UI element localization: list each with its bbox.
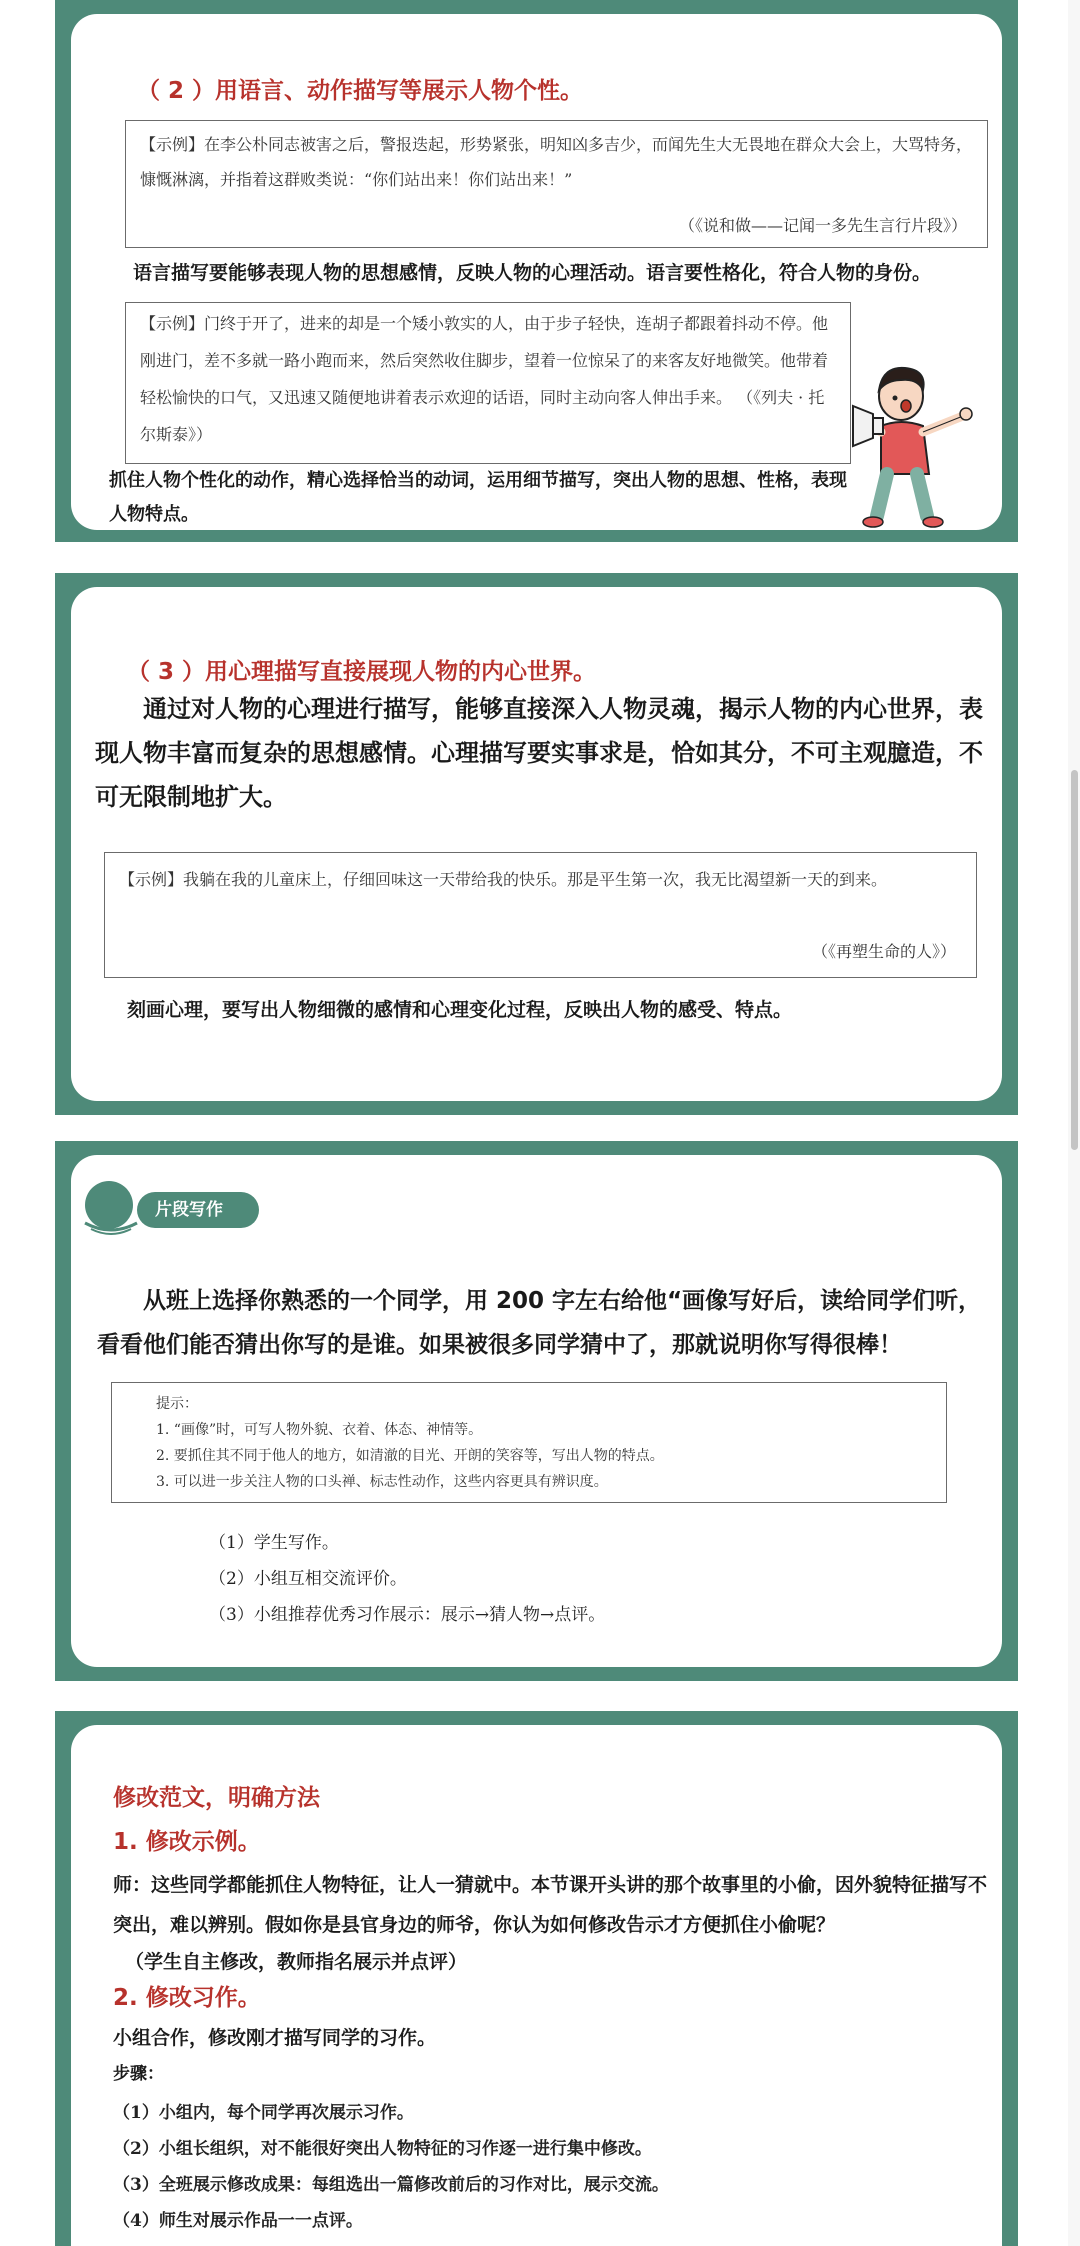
hint-box [111, 1382, 947, 1503]
slide-card [71, 587, 1002, 1101]
psychology-paragraph: 通过对人物的心理进行描写，能够直接深入人物灵魂，揭示人物的内心世界，表现人物丰富而复杂的思想感情。心理描写要实事求是，恰如其分，不可主观臆造，不可无限制地扩大。 [95, 695, 983, 811]
example-text: 【示例】在李公朴同志被害之后，警报迭起，形势紧张，明知凶多吉少，而闻先生大无畏地在群众大会上，大骂特务，慷慨淋漓，并指着这群败类说：“你们站出来！你们站出来！” [140, 135, 973, 189]
language-note: 语言描写要能够表现人物的思想感情，反映人物的心理活动。语言要性格化，符合人物的身份。 [133, 262, 932, 284]
step-item: （2）小组长组织，对不能很好突出人物特征的习作逐一进行集中修改。 [113, 2139, 652, 2159]
slide-card [71, 1155, 1002, 1667]
revision-title: 修改范文，明确方法 [113, 1785, 320, 1811]
slide-language-action [55, 0, 1018, 542]
hint-item: 2. 要抓住其不同于他人的地方，如清澈的目光、开朗的笑容等，写出人物的特点。 [156, 1448, 664, 1464]
teacher-text: 师：这些同学都能抓住人物特征，让人一猜就中。本节课开头讲的那个故事里的小偷，因外貌特征描写不突出，难以辨别。假如你是县官身边的师爷，你认为如何修改告示才方便抓住小偷呢？ [113, 1874, 988, 1936]
subheading-revise-work: 2. 修改习作。 [113, 1985, 261, 2011]
hint-title: 提示： [156, 1396, 198, 1412]
section-heading: （ 2 ）用语言、动作描写等展示人物个性。 [137, 78, 584, 104]
section-heading: （ 3 ）用心理描写直接展现人物的内心世界。 [127, 659, 597, 685]
step-item: （4）师生对展示作品一一点评。 [113, 2211, 363, 2231]
step-item: （1）小组内，每个同学再次展示习作。 [113, 2103, 414, 2123]
megaphone-kid-illustration [851, 356, 983, 532]
scrollbar-track[interactable] [1068, 0, 1080, 2246]
example-source: （《说和做——记闻一多先生言行片段》） [678, 216, 967, 235]
example-box [125, 302, 851, 464]
steps-label: 步骤： [113, 2064, 164, 2084]
group-text: 小组合作，修改刚才描写同学的习作。 [113, 2027, 437, 2049]
step-item: （2）小组互相交流评价。 [209, 1569, 407, 1589]
step-item: （3）小组推荐优秀习作展示：展示→猜人物→点评。 [209, 1605, 606, 1625]
action-note: 抓住人物个性化的动作，精心选择恰当的动词，运用细节描写，突出人物的思想、性格，表现人物特点。 [109, 470, 847, 525]
hint-item: 1. “画像”时，可写人物外貌、衣着、体态、神情等。 [156, 1422, 483, 1438]
swoosh-icon [81, 1217, 141, 1237]
section-label-pill: 片段写作 [137, 1192, 259, 1228]
slide-card [71, 1725, 1002, 2246]
step-item: （1）学生写作。 [209, 1533, 339, 1553]
instruction-text: （学生自主修改，教师指名展示并点评） [125, 1951, 468, 1973]
hint-item: 3. 可以进一步关注人物的口头禅、标志性动作，这些内容更具有辨识度。 [156, 1474, 608, 1490]
slide-card [71, 14, 1002, 530]
example-source: （《再塑生命的人》） [811, 942, 956, 961]
example-text: 【示例】门终于开了，进来的却是一个矮小敦实的人，由于步子轻快，连胡子都跟着抖动不停。他刚进门，差不多就一路小跑而来，然后突然收住脚步，望着一位惊呆了的来客友好地微笑。他带着轻松愉快的口气，又迅速又随便地讲着表示欢迎的话语，同时主动向客人伸出手来。 （《列夫 · 托尔斯泰》） [140, 314, 829, 444]
slide-writing-exercise [55, 1141, 1018, 1681]
writing-prompt: 从班上选择你熟悉的一个同学，用 200 字左右给他“画像写好后，读给同学们听，看看他们能否猜出你写的是谁。如果被很多同学猜中了，那就说明你写得很棒！ [97, 1288, 982, 1358]
example-text: 【示例】我躺在我的儿童床上，仔细回味这一天带给我的快乐。那是平生第一次，我无比渴望新一天的到来。 [119, 870, 888, 889]
example-box [125, 120, 988, 248]
example-box [104, 852, 977, 978]
scrollbar-thumb[interactable] [1071, 770, 1078, 1150]
slide-revision [55, 1711, 1018, 2246]
step-item: （3）全班展示修改成果：每组选出一篇修改前后的习作对比，展示交流。 [113, 2175, 669, 2195]
slide-psychology [55, 573, 1018, 1115]
psychology-note: 刻画心理，要写出人物细微的感情和心理变化过程，反映出人物的感受、特点。 [127, 999, 793, 1021]
subheading-revise-example: 1. 修改示例。 [113, 1829, 261, 1855]
